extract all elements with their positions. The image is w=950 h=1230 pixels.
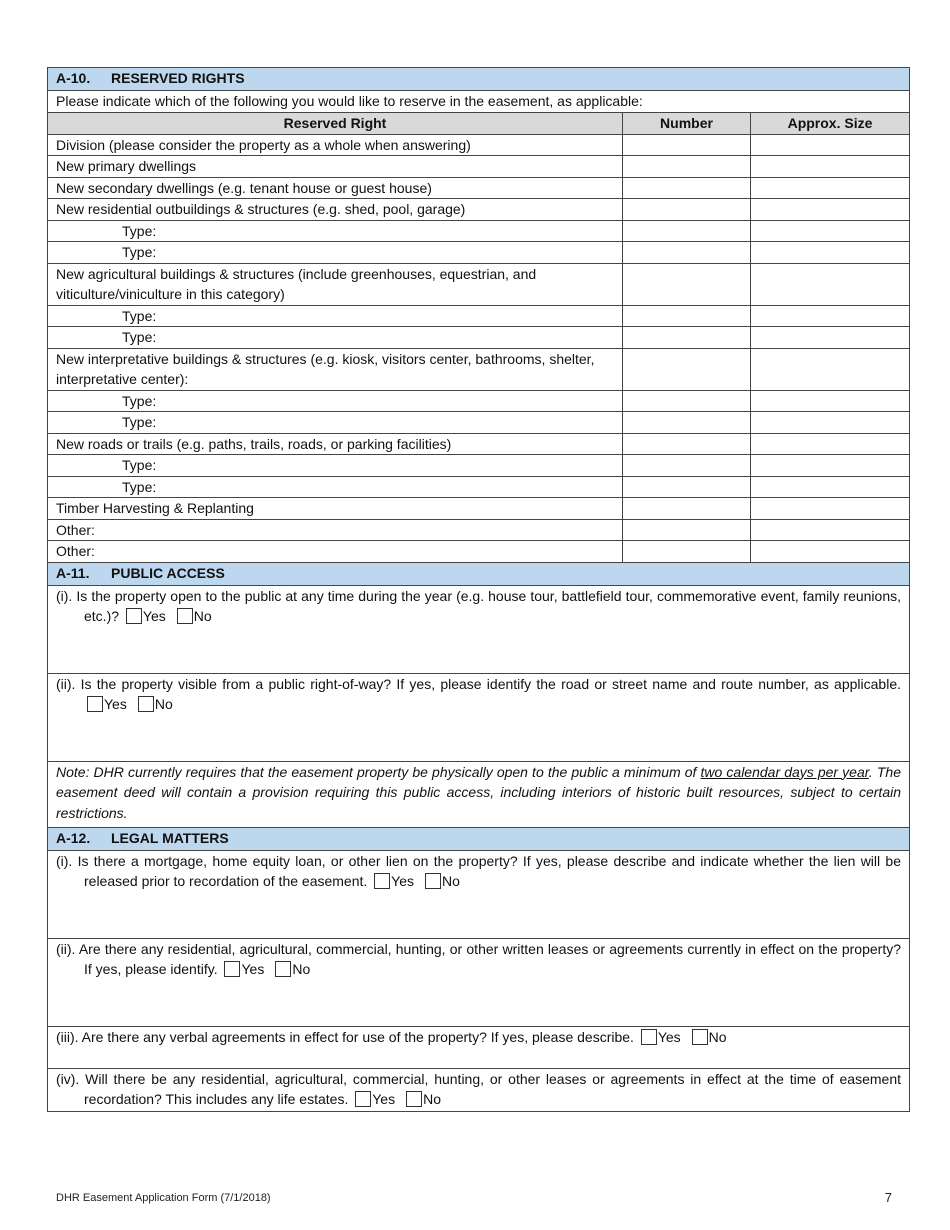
number-cell[interactable] [623, 476, 751, 498]
section-code: A-12. [56, 829, 91, 846]
approx-size-cell[interactable] [751, 348, 910, 390]
column-header-number: Number [623, 113, 751, 135]
table-row [48, 433, 910, 455]
approx-size-cell[interactable] [751, 156, 910, 178]
reserved-right-label: New secondary dwellings (e.g. tenant house or guest house) [48, 177, 623, 199]
reserved-right-label: Type: [48, 220, 623, 242]
section-code: A-11. [56, 564, 90, 581]
reserved-right-label: New primary dwellings [48, 156, 623, 178]
question-text: (iii). Are there any verbal agreements in effect for use of the property? If yes, please describe. [56, 1028, 634, 1045]
reserved-right-label: Other: [48, 541, 623, 563]
reserved-right-label: New agricultural buildings & structures (include greenhouses, equestrian, and viticulture/viniculture in this category) [48, 263, 623, 305]
yes-option[interactable]: Yes [123, 608, 166, 624]
yes-checkbox[interactable] [224, 961, 240, 977]
number-cell[interactable] [623, 263, 751, 305]
section-title: LEGAL MATTERS [111, 829, 229, 846]
table-row [48, 263, 910, 305]
yes-checkbox[interactable] [374, 873, 390, 889]
no-checkbox[interactable] [275, 961, 291, 977]
application-table [47, 67, 910, 1112]
question-text: (ii). Is the property visible from a public right-of-way? If yes, please identify the road or street name and route number, as applicable. [56, 675, 901, 692]
number-cell[interactable] [623, 327, 751, 349]
table-row [48, 220, 910, 242]
table-row [48, 519, 910, 541]
table-row [48, 305, 910, 327]
reserved-right-label: Other: [48, 519, 623, 541]
question-text: (ii). Are there any residential, agricultural, commercial, hunting, or other written leases or agreements currently in effect on the property? If yes, please identify. [56, 940, 901, 977]
approx-size-cell[interactable] [751, 390, 910, 412]
reserved-right-label: Type: [48, 242, 623, 264]
table-row [48, 476, 910, 498]
approx-size-cell[interactable] [751, 199, 910, 221]
approx-size-cell[interactable] [751, 519, 910, 541]
number-cell[interactable] [623, 199, 751, 221]
number-cell[interactable] [623, 541, 751, 563]
reserved-right-label: Type: [48, 476, 623, 498]
yes-checkbox[interactable] [126, 608, 142, 624]
no-checkbox[interactable] [406, 1091, 422, 1107]
reserved-right-label: Type: [48, 327, 623, 349]
no-option[interactable]: No [272, 961, 310, 977]
approx-size-cell[interactable] [751, 305, 910, 327]
question-row[interactable] [48, 585, 910, 673]
public-access-note: Note: DHR currently requires that the easement property be physically open to the public a minimum of two calendar days per year. The easement deed will contain a provision requiring this public access, including interiors of historic built resources, subject to certain restrictions. [48, 761, 910, 827]
no-option[interactable]: No [422, 873, 460, 889]
section-title: RESERVED RIGHTS [111, 70, 245, 86]
question-text: (iv). Will there be any residential, agricultural, commercial, hunting, or other leases or agreements in effect at the time of easement recordation? This includes any life estates. [56, 1070, 901, 1107]
table-header-row [48, 113, 910, 135]
number-cell[interactable] [623, 220, 751, 242]
yes-option[interactable]: Yes [638, 1029, 681, 1045]
yes-option[interactable]: Yes [221, 961, 264, 977]
table-row [48, 498, 910, 520]
yes-checkbox[interactable] [641, 1029, 657, 1045]
no-checkbox[interactable] [692, 1029, 708, 1045]
number-cell[interactable] [623, 348, 751, 390]
no-option[interactable]: No [689, 1029, 727, 1045]
section-header-a11 [48, 562, 910, 585]
approx-size-cell[interactable] [751, 455, 910, 477]
intro-text: Please indicate which of the following you would like to reserve in the easement, as applicable: [48, 91, 910, 113]
table-row [48, 134, 910, 156]
question-row[interactable] [48, 673, 910, 761]
section-title: PUBLIC ACCESS [111, 564, 225, 581]
reserved-right-label: New interpretative buildings & structures (e.g. kiosk, visitors center, bathrooms, shelter, interpretative center): [48, 348, 623, 390]
yes-option[interactable]: Yes [84, 696, 127, 712]
approx-size-cell[interactable] [751, 220, 910, 242]
question-text: (i). Is there a mortgage, home equity loan, or other lien on the property? If yes, please describe and indicate whether the lien will be released prior to recordation of the easement. [56, 852, 901, 889]
approx-size-cell[interactable] [751, 263, 910, 305]
table-row [48, 156, 910, 178]
question-text: (i). Is the property open to the public at any time during the year (e.g. house tour, battlefield tour, commemorative event, family reunions, etc.)? [56, 587, 901, 624]
reserved-right-label: Type: [48, 412, 623, 434]
question-row[interactable] [48, 1026, 910, 1068]
number-cell[interactable] [623, 433, 751, 455]
approx-size-cell[interactable] [751, 412, 910, 434]
section-intro [48, 91, 910, 113]
table-row [48, 390, 910, 412]
reserved-right-label: Type: [48, 305, 623, 327]
table-row [48, 242, 910, 264]
no-option[interactable]: No [174, 608, 212, 624]
approx-size-cell[interactable] [751, 541, 910, 563]
no-checkbox[interactable] [138, 696, 154, 712]
note-emphasis: two calendar days per year [700, 763, 869, 780]
reserved-right-label: Type: [48, 455, 623, 477]
table-row [48, 541, 910, 563]
table-row [48, 199, 910, 221]
approx-size-cell[interactable] [751, 498, 910, 520]
section-header-a10 [48, 68, 910, 91]
section-code: A-10. [56, 70, 91, 86]
approx-size-cell[interactable] [751, 177, 910, 199]
reserved-right-label: Division (please consider the property as a whole when answering) [48, 134, 623, 156]
approx-size-cell[interactable] [751, 476, 910, 498]
number-cell[interactable] [623, 305, 751, 327]
number-cell[interactable] [623, 156, 751, 178]
yes-option[interactable]: Yes [352, 1091, 395, 1107]
number-cell[interactable] [623, 390, 751, 412]
reserved-right-label: New residential outbuildings & structures (e.g. shed, pool, garage) [48, 199, 623, 221]
yes-option[interactable]: Yes [371, 873, 414, 889]
approx-size-cell[interactable] [751, 134, 910, 156]
question-row[interactable] [48, 1068, 910, 1111]
table-row [48, 412, 910, 434]
table-row [48, 455, 910, 477]
number-cell[interactable] [623, 519, 751, 541]
page-number: 7 [884, 1190, 892, 1205]
number-cell[interactable] [623, 412, 751, 434]
approx-size-cell[interactable] [751, 433, 910, 455]
no-checkbox[interactable] [425, 873, 441, 889]
question-row[interactable] [48, 938, 910, 1026]
number-cell[interactable] [623, 177, 751, 199]
section-header-a12 [48, 827, 910, 850]
number-cell[interactable] [623, 242, 751, 264]
reserved-right-label: Timber Harvesting & Replanting [48, 498, 623, 520]
reserved-right-label: Type: [48, 390, 623, 412]
footer-form-name: DHR Easement Application Form (7/1/2018) [56, 1192, 271, 1204]
table-row [48, 177, 910, 199]
number-cell[interactable] [623, 455, 751, 477]
yes-checkbox[interactable] [355, 1091, 371, 1107]
approx-size-cell[interactable] [751, 327, 910, 349]
note-row [48, 761, 910, 827]
approx-size-cell[interactable] [751, 242, 910, 264]
table-row [48, 327, 910, 349]
no-option[interactable]: No [135, 696, 173, 712]
column-header-approx-size: Approx. Size [751, 113, 910, 135]
question-row[interactable] [48, 850, 910, 938]
table-row [48, 348, 910, 390]
number-cell[interactable] [623, 134, 751, 156]
reserved-right-label: New roads or trails (e.g. paths, trails, roads, or parking facilities) [48, 433, 623, 455]
number-cell[interactable] [623, 498, 751, 520]
no-checkbox[interactable] [177, 608, 193, 624]
column-header-reserved-right: Reserved Right [48, 113, 623, 135]
yes-checkbox[interactable] [87, 696, 103, 712]
form-page [47, 67, 909, 1112]
no-option[interactable]: No [403, 1091, 441, 1107]
